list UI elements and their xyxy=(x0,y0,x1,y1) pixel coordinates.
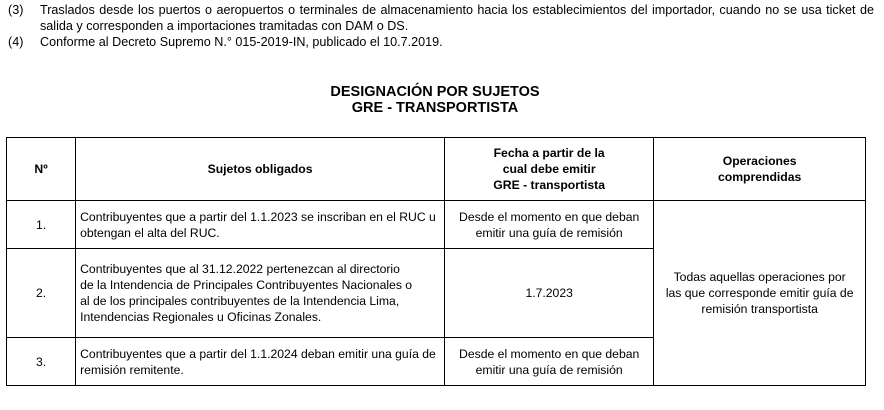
header-date-line: GRE - transportista xyxy=(493,178,606,192)
heading-line-2: GRE - TRANSPORTISTA xyxy=(351,100,519,116)
row-subject xyxy=(76,338,445,386)
row-number: 2. xyxy=(7,249,76,338)
subject-line: obtengan el alta del RUC. xyxy=(80,225,220,240)
header-operations-line: comprendidas xyxy=(717,170,802,184)
subject-line: de la Intendencia de Principales Contribuyentes Nacionales o xyxy=(80,278,413,292)
table-header-row xyxy=(7,138,866,201)
footnotes xyxy=(8,2,874,50)
date-line: 1.7.2023 xyxy=(525,286,573,300)
date-line: emitir una guía de remisión xyxy=(475,362,623,377)
row-date xyxy=(445,338,654,386)
operations-line: Todas aquellas operaciones por xyxy=(673,270,846,284)
header-operations-line: Operaciones xyxy=(722,154,797,168)
footnote-text: Traslados desde los puertos o aeropuertos o terminales de almacenamiento hacia los establecimientos del importador, cuando no se usa ticket de salida y corresponden a importaciones tramitadas con DAM o DS. xyxy=(40,3,874,33)
header-subjects: Sujetos obligados xyxy=(76,138,445,201)
header-date-line: Fecha a partir de la xyxy=(493,146,605,160)
operations-line: las que corresponde emitir guía de xyxy=(665,286,854,300)
header-date xyxy=(445,138,654,201)
subject-line: Contribuyentes que a partir del 1.1.2024 deban emitir una guía de xyxy=(80,346,436,361)
operations-cell xyxy=(654,201,866,386)
footnote-number: (3) xyxy=(8,3,24,17)
table-row xyxy=(7,201,866,249)
row-subject xyxy=(76,201,445,249)
footnote-3 xyxy=(8,2,874,34)
subject-line: remisión remitente. xyxy=(80,362,184,377)
subject-line: Contribuyentes que al 31.12.2022 pertenezcan al directorio xyxy=(80,262,400,276)
date-line: Desde el momento en que deban xyxy=(459,346,640,361)
subjects-table xyxy=(6,137,866,386)
row-date xyxy=(445,201,654,249)
footnote-number: (4) xyxy=(8,35,24,49)
footnote-text: Conforme al Decreto Supremo N.° 015-2019-IN, publicado el 10.7.2019. xyxy=(40,35,443,49)
subject-line: Contribuyentes que a partir del 1.1.2023 se inscriban en el RUC u xyxy=(80,209,436,224)
heading-line-1: DESIGNACIÓN POR SUJETOS xyxy=(330,84,540,100)
date-line: Desde el momento en que deban xyxy=(459,209,640,224)
row-date xyxy=(445,249,654,338)
header-number: Nº xyxy=(7,138,76,201)
row-number: 1. xyxy=(7,201,76,249)
footnote-4 xyxy=(8,34,874,50)
date-line: emitir una guía de remisión xyxy=(475,225,623,240)
row-number: 3. xyxy=(7,338,76,386)
subject-line: Intendencias Regionales u Oficinas Zonales. xyxy=(80,310,322,324)
header-operations xyxy=(654,138,866,201)
header-date-line: cual debe emitir xyxy=(502,162,596,176)
operations-line: remisión transportista xyxy=(701,302,818,316)
row-subject xyxy=(76,249,445,338)
subject-line: al de los principales contribuyentes de la Intendencia Lima, xyxy=(80,294,400,308)
section-heading xyxy=(0,84,870,116)
